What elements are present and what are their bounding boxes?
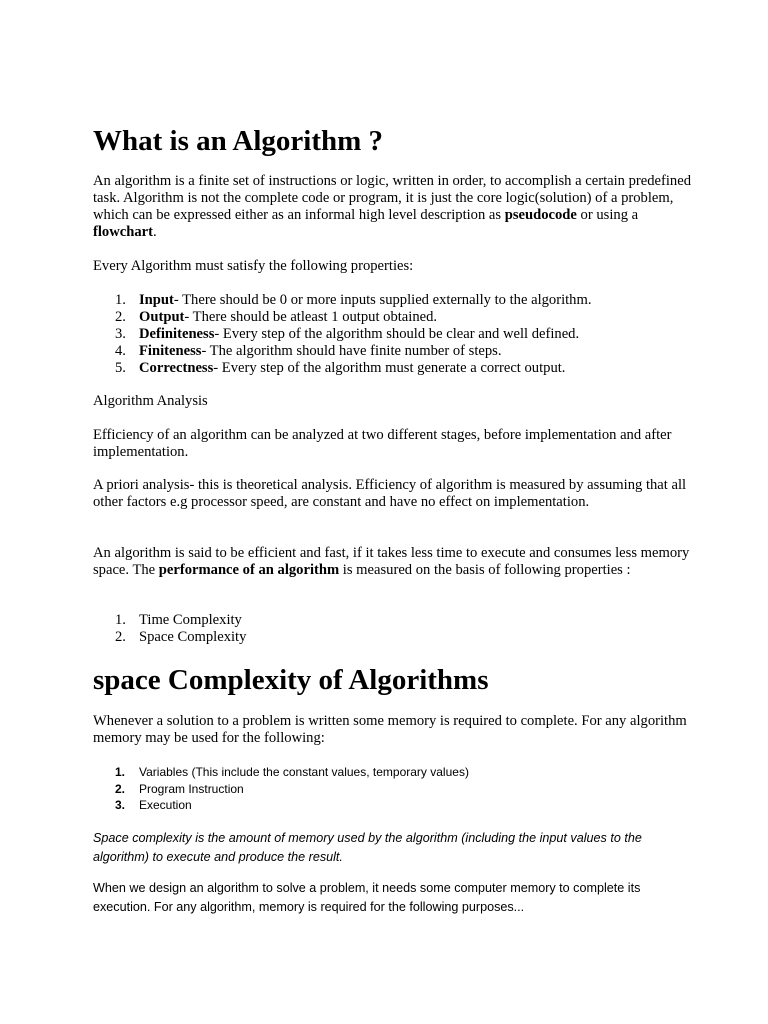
list-item	[93, 764, 469, 781]
space-definition-term: Space complexity	[93, 831, 192, 845]
list-number: 2.	[115, 309, 126, 325]
memory-use-label: Program Instruction	[139, 781, 244, 796]
list-number: 3.	[115, 798, 126, 812]
memory-use-label: Execution	[139, 798, 192, 812]
complexity-label: Space Complexity	[139, 629, 247, 645]
list-item	[93, 326, 591, 343]
intro-bold-flowchart: flowchart	[93, 224, 153, 240]
list-item	[93, 781, 469, 798]
intro-bold-pseudocode: pseudocode	[504, 207, 577, 223]
intro-paragraph	[93, 173, 693, 241]
efficient-paragraph	[93, 545, 693, 579]
intro-text-c: .	[152, 224, 157, 240]
list-item	[93, 309, 591, 326]
design-paragraph: When we design an algorithm to solve a problem, it needs some computer memory to complete its execution. For any algorithm, memory is required for the following purposes...	[93, 881, 641, 914]
apriori-paragraph: A priori analysis- this is theoretical analysis. Efficiency of algorithm is measured by assuming that all other factors e.g processor speed, are constant and have no effect on implementation.	[93, 477, 687, 510]
memory-use-label: Variables (This include the constant values, temporary values)	[139, 765, 469, 779]
property-term: Output	[139, 309, 185, 325]
complexity-list	[93, 612, 246, 646]
intro-text-a: An algorithm is a finite set of instructions or logic, written in order, to accomplish a certain predefined task. Algorithm is not the complete code or program, it is just the core logic(solution) of a problem, which can be expressed either as an informal high level description as	[93, 173, 691, 223]
complexity-label: Time Complexity	[139, 612, 242, 628]
list-number: 3.	[115, 326, 126, 342]
list-number: 4.	[115, 343, 126, 359]
section-title-algorithm: What is an Algorithm ?	[93, 125, 384, 157]
list-item	[93, 629, 246, 646]
space-intro-paragraph: Whenever a solution to a problem is written some memory is required to complete. For any algorithm memory may be used for the following:	[93, 713, 687, 746]
property-desc: - Every step of the algorithm should be clear and well defined.	[214, 326, 580, 342]
list-number: 1.	[115, 292, 126, 308]
list-item	[93, 612, 246, 629]
property-desc: - Every step of the algorithm must generate a correct output.	[213, 360, 566, 376]
property-desc: - There should be atleast 1 output obtained.	[184, 309, 438, 325]
property-desc: - There should be 0 or more inputs supplied externally to the algorithm.	[173, 292, 592, 308]
list-item	[93, 797, 469, 814]
properties-list	[93, 292, 591, 377]
efficient-text-a: An algorithm is said to be efficient and fast, if it takes less time to execute and consumes less memory space. The	[93, 545, 690, 578]
property-term: Correctness	[139, 360, 214, 376]
space-definition-paragraph	[93, 829, 683, 867]
efficient-text-b: is measured on the basis of following properties :	[339, 562, 631, 578]
list-item	[93, 292, 591, 309]
list-item	[93, 343, 591, 360]
efficient-bold: performance of an algorithm	[158, 562, 340, 578]
list-number: 1.	[115, 612, 126, 628]
list-number: 1.	[115, 765, 126, 779]
list-number: 2.	[115, 629, 126, 645]
property-term: Input	[139, 292, 174, 308]
section-title-space-complexity: space Complexity of Algorithms	[93, 664, 489, 696]
list-number: 5.	[115, 360, 126, 376]
list-item	[93, 360, 591, 377]
memory-uses-list	[93, 764, 469, 814]
properties-intro: Every Algorithm must satisfy the following properties:	[93, 258, 414, 274]
analysis-heading: Algorithm Analysis	[93, 393, 208, 409]
space-definition-text: is the amount of memory used by the algorithm (including the input values to the algorithm) to execute and produce the result.	[93, 831, 642, 864]
property-term: Finiteness	[139, 343, 202, 359]
list-number: 2.	[115, 781, 126, 796]
intro-text-b: or using a	[576, 207, 639, 223]
property-term: Definiteness	[139, 326, 215, 342]
property-desc: - The algorithm should have finite number of steps.	[201, 343, 502, 359]
efficiency-paragraph: Efficiency of an algorithm can be analyzed at two different stages, before implementation and after implementation.	[93, 427, 672, 460]
